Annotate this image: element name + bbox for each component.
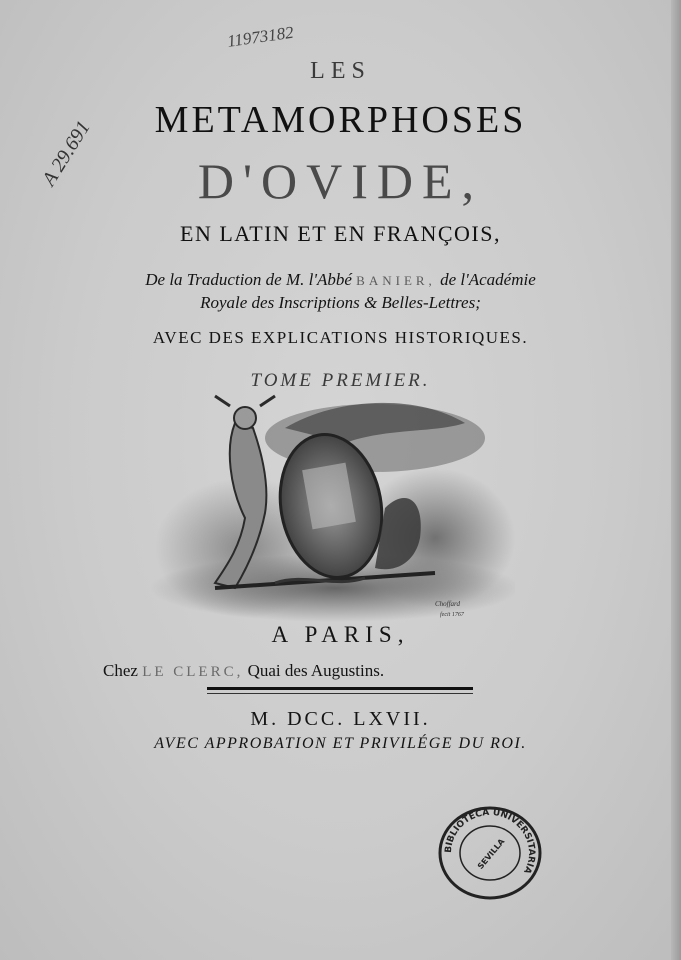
translator-name: BANIER, xyxy=(356,273,436,288)
translation-line-2: Royale des Inscriptions & Belles-Lettres; xyxy=(200,293,481,312)
imprint-chez: Chez xyxy=(103,661,138,680)
engraver-name: Choffard xyxy=(435,600,461,608)
translation-suffix: de l'Académie xyxy=(440,270,536,289)
handwritten-catalog-number: 11973182 xyxy=(226,22,295,51)
page-edge xyxy=(671,0,681,960)
engraver-date: fecit 1767 xyxy=(440,612,464,618)
title-metamorphoses: METAMORPHOSES xyxy=(154,99,527,141)
volume-label: TOME PREMIER. xyxy=(250,370,431,391)
approbation-line: AVEC APPROBATION ET PRIVILÉGE DU ROI. xyxy=(154,735,527,752)
engraved-vignette xyxy=(135,388,515,628)
explications-line: AVEC DES EXPLICATIONS HISTORIQUES. xyxy=(152,328,529,347)
divider-thick xyxy=(207,687,473,690)
imprint-publisher-line xyxy=(103,661,384,681)
imprint-publisher: LE CLERC, xyxy=(142,664,244,680)
stamp-inner-text: SEVILLA xyxy=(475,836,507,871)
stamp-outer-text: BIBLIOTECA UNIVERSITARIA xyxy=(443,807,537,876)
publication-date: M. DCC. LXVII. xyxy=(250,708,431,730)
imprint-city: A PARIS, xyxy=(271,622,410,647)
title-les: LES xyxy=(310,58,371,84)
translation-line xyxy=(0,270,681,290)
title-language: EN LATIN ET EN FRANÇOIS, xyxy=(180,221,501,246)
translation-prefix: De la Traduction de M. l'Abbé xyxy=(145,270,352,289)
imprint-address: Quai des Augustins. xyxy=(247,661,385,680)
handwritten-shelfmark: A 29.691 xyxy=(38,117,95,190)
title-ovide: D'OVIDE, xyxy=(197,153,484,209)
divider-thin xyxy=(207,693,473,694)
library-stamp xyxy=(437,805,543,901)
